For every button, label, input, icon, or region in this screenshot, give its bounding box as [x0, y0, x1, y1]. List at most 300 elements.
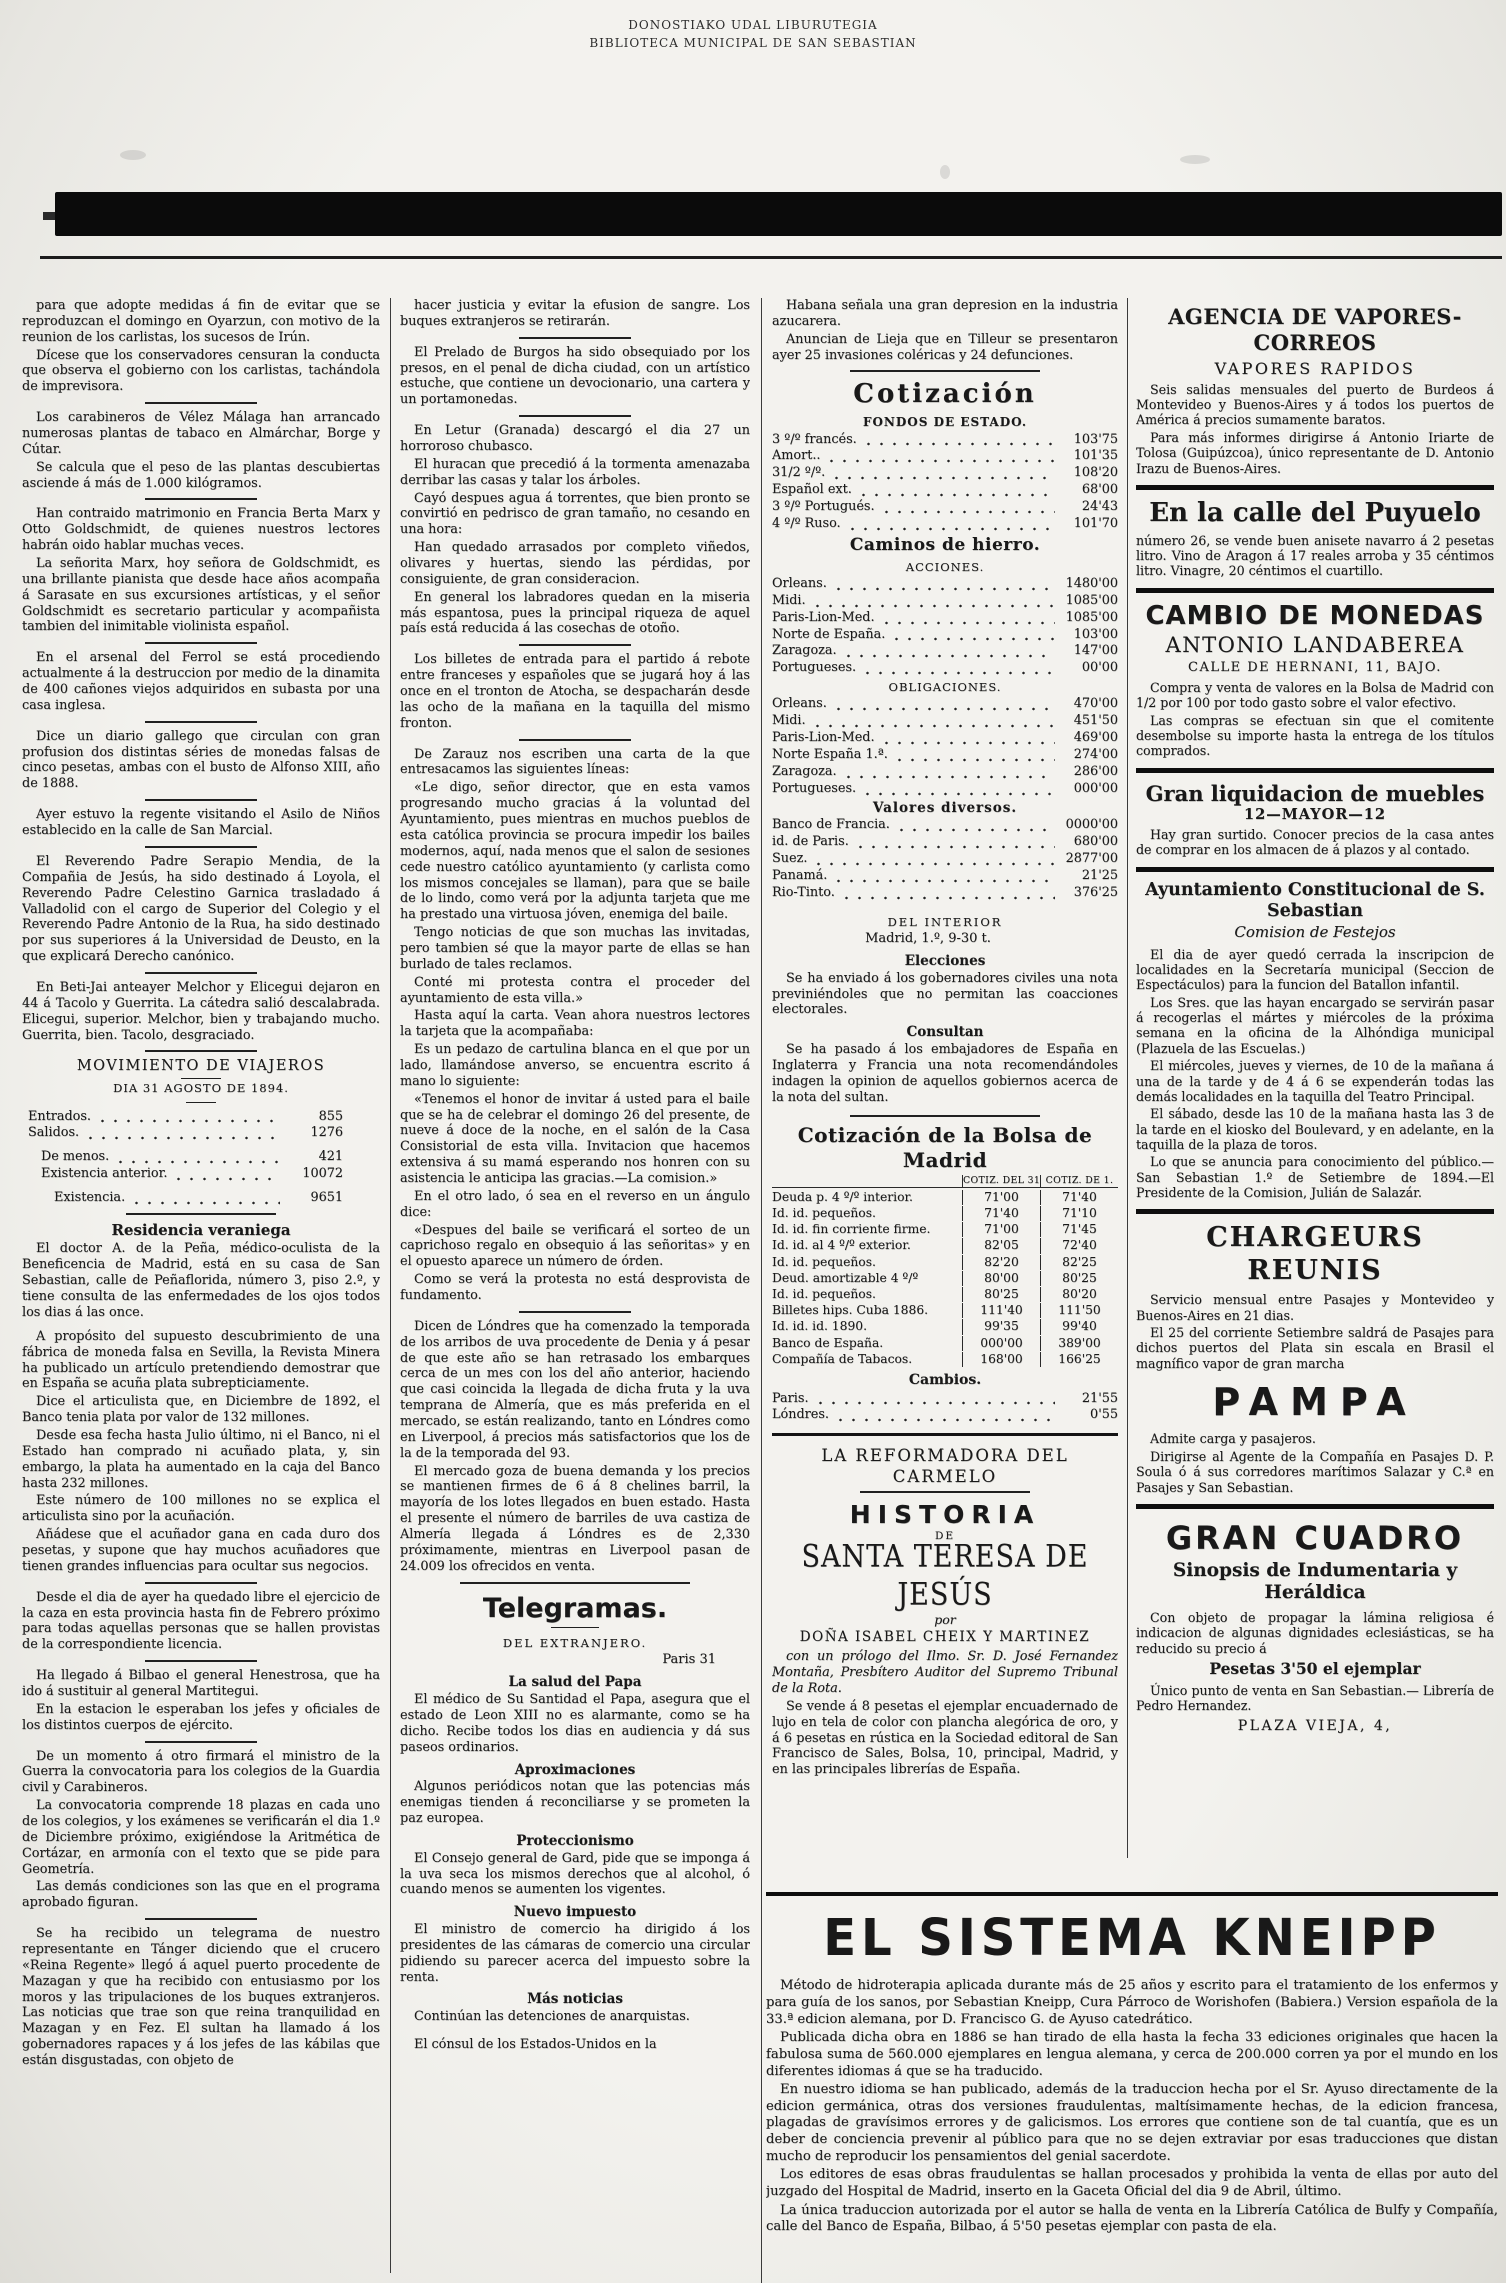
quote-row [772, 764, 1118, 780]
section-separator [145, 1050, 257, 1052]
quote-row [772, 482, 1118, 498]
exchange-label: Deud. amortizable 4 º/º [772, 1270, 919, 1285]
item-separator [145, 1918, 257, 1920]
news-paragraph: Dice el articulista que, en Diciembre de 1892, el Banco tenia plata por valor de 132 millones. [22, 1394, 380, 1426]
dot-leader [812, 860, 1055, 867]
item-separator [145, 642, 257, 644]
railways-heading: Caminos de hierro. [849, 534, 1041, 555]
exchange-row [772, 1319, 1118, 1334]
chargeurs-title: CHARGEURS REUNIS [1206, 1222, 1424, 1287]
news-paragraph: El doctor A. de la Peña, médico-oculista de la Beneficencia de Madrid, está en su casa de San Sebastian, calle de Peñaflorida, número 3, piso 2.º, y tiene consulta de las enfermedades de los ojos todos los dias á las once. [22, 1241, 380, 1320]
interior-dateline: Madrid, 1.º, 9-30 t. [865, 930, 991, 946]
quote-row [772, 817, 1118, 833]
column-1 [22, 298, 380, 2273]
exchange-value-31: 99'35 [962, 1319, 1040, 1334]
row-label: De menos. [41, 1149, 110, 1165]
row-value: 855 [318, 1108, 344, 1124]
news-paragraph: De un momento á otro firmará el ministro de la Guerra la convocatoria para los colegios de la Guardia civil y Carabineros. [22, 1748, 380, 1796]
section-separator [850, 370, 1040, 372]
row-value: 421 [318, 1149, 344, 1165]
news-paragraph: En general los labradores quedan en la miseria más espantosa, pues la principal riqueza de aquel país está reducida á las cosechas de otoño. [400, 589, 750, 637]
telegram-item [400, 1991, 750, 2025]
item-separator [145, 498, 257, 500]
telegram-subheading: La salud del Papa [508, 1674, 642, 1691]
dot-leader [832, 585, 1055, 592]
small-rule [860, 1491, 1030, 1493]
item-separator [519, 739, 631, 741]
news-paragraph: En el otro lado, ó sea en el reverso en un ángulo dice: [400, 1188, 750, 1220]
furniture-address: 12—MAYOR—12 [1244, 806, 1386, 824]
news-paragraph: Se calcula que el peso de las plantas descubiertas asciende á más de 1.000 kilógramos. [22, 459, 380, 491]
dot-leader [114, 1158, 280, 1165]
interior-subheading: Consultan [906, 1024, 984, 1041]
news-paragraph: Han contraido matrimonio en Francia Berta Marx y Otto Goldschmidt, de quienes nuestros lectores habrán oido hablar muchas veces. [22, 506, 380, 554]
exchange-value-1: 71'10 [1040, 1206, 1118, 1221]
quote-value: 0'55 [1090, 1407, 1118, 1423]
news-paragraph: Los carabineros de Vélez Málaga han arrancado numerosas plantas de tabaco en Almárchar, Borge y Cútar. [22, 410, 380, 457]
quote-label: id. de Paris. [772, 834, 849, 850]
quote-value: 1085'00 [1065, 609, 1118, 625]
dot-leader [857, 491, 1055, 498]
exchange-value-31: 168'00 [962, 1352, 1040, 1367]
row-label: Entrados. [28, 1108, 92, 1124]
telegram-item [400, 1904, 750, 1985]
quote-value: 21'25 [1081, 867, 1118, 883]
news-paragraph: El Prelado de Burgos ha sido obsequiado por los presos, en el penal de dicha ciudad, con un artístico estuche, que contiene un devocionario, una cartera y un portamonedas. [400, 344, 750, 408]
dot-leader [811, 602, 1055, 609]
news-paragraph: Desde el dia de ayer ha quedado libre el ejercicio de la caza en esta provincia hasta fin de Febrero próximo para todas aquellas personas que se hallen provistas de la correspondiente licencia. [22, 1589, 380, 1653]
dot-leader [814, 1399, 1055, 1406]
quote-label: Paris-Lion-Med. [772, 730, 875, 746]
dot-leader [854, 843, 1055, 850]
exchange-value-1: 82'25 [1040, 1255, 1118, 1270]
exchange-label: Billetes hips. Cuba 1886. [772, 1303, 929, 1318]
quote-label: 3 º/º Portugués. [772, 498, 875, 514]
quote-value: 470'00 [1073, 696, 1118, 712]
news-paragraph: Como se verá la protesta no está desprovista de fundamento. [400, 1272, 750, 1303]
ad-paragraph: Con objeto de propagar la lámina religiosa é indicacion de algunas dignidades eclesiásticas, se ha reducido su precio á [1136, 1610, 1494, 1656]
quote-label: Orleans. [772, 576, 827, 592]
steamship-agency-title: AGENCIA DE VAPORES-CORREOS [1168, 304, 1462, 355]
news-paragraph: Desde esa fecha hasta Julio último, ni el Banco, ni el Estado han comprado ni acuñado plata, y, sin embargo, la plata ha aumentado en la caja del Banco hasta 232 millones. [22, 1427, 380, 1491]
telegram-body: El médico de Su Santidad el Papa, asegura que el estado de Leon XIII no es alarmante, como se ha dicho. Recibe todos los dias en audiencia y dá sus paseos ordinarios. [400, 1692, 750, 1755]
dot-leader [880, 508, 1055, 515]
quote-row [772, 643, 1118, 659]
plaza-vieja-address: PLAZA VIEJA, 4, [1237, 1717, 1393, 1734]
quote-value: 24'43 [1081, 498, 1118, 514]
quote-label: 31/2 º/º. [772, 465, 826, 481]
quote-label: 4 º/º Ruso. [772, 515, 841, 531]
quote-label: Zaragoza. [772, 763, 837, 779]
column-rule-2 [761, 298, 762, 2283]
quote-row [772, 781, 1118, 797]
small-rule [181, 1078, 221, 1079]
quote-value: 000'00 [1073, 780, 1118, 796]
money-exchange-title: CAMBIO DE MONEDAS [1145, 600, 1485, 631]
news-paragraph: El huracan que precedió á la tormenta amenazaba derribar las casas y talar los árboles. [400, 456, 750, 488]
heraldry-subtitle: Sinopsis de Indumentaria y Heráldica [1172, 1559, 1458, 1604]
news-paragraph: Añádese que el acuñador gana en cada duro dos pesetas, y supone que hay muchos acuñadores que tienen grandes influencias para ocultar sus negocios. [22, 1527, 380, 1574]
news-paragraph: En el arsenal del Ferrol se está procediendo actualmente á la destruccion por medio de la dinamita de 400 cañones viejos adquiridos en subasta por una casa inglesa. [22, 650, 380, 713]
news-paragraph: Anuncian de Lieja que en Tilleur se presentaron ayer 25 invasiones coléricas y 24 defunciones. [772, 331, 1118, 363]
quote-row [772, 696, 1118, 712]
telegram-item [400, 1762, 750, 1827]
quote-value: 103'75 [1073, 431, 1118, 447]
ad-divider [1136, 485, 1494, 490]
item-separator [145, 402, 257, 404]
quote-value: 21'55 [1081, 1390, 1118, 1406]
kneipp-body [766, 1978, 1498, 2235]
telegram-items [400, 1674, 750, 2025]
quote-row [772, 713, 1118, 729]
interior-body: Se ha enviado á los gobernadores civiles una nota previniéndoles que no permitan las coacciones electorales. [772, 970, 1118, 1018]
news-paragraph: Tengo noticias de que son muchas las invitadas, pero tambien sé que la mayor parte de ellas se han burlado de tales reclamos. [400, 925, 750, 972]
misc-securities-heading: Valores diversos. [872, 799, 1018, 816]
misc-securities-list [772, 817, 1118, 900]
column-rule-1 [390, 298, 391, 2273]
quote-row [772, 576, 1118, 592]
exchange-value-1: 99'40 [1040, 1319, 1118, 1334]
telegram-item [400, 1674, 750, 1755]
exchange-value-1: 166'25 [1040, 1352, 1118, 1367]
item-separator [145, 972, 257, 974]
small-rule [186, 1102, 216, 1103]
kneipp-title: EL SISTEMA KNEIPP [823, 1908, 1441, 1968]
news-paragraph: Las demás condiciones son las que en el programa aprobado figuran. [22, 1879, 380, 1911]
quote-value: 1085'00 [1065, 592, 1118, 608]
quote-label: Norte de España. [772, 626, 886, 642]
ad-paragraph: El 25 del corriente Setiembre saldrá de Pasajes para dichos puertos del Plata sin escala en Brasil el magnífico vapor de gran marcha [1136, 1325, 1494, 1371]
interior-subheading: Elecciones [904, 952, 986, 969]
gran-cuadro-title: GRAN CUADRO [1165, 1518, 1465, 1557]
ad-divider [1136, 867, 1494, 872]
quote-row [772, 885, 1118, 901]
exchange-label: Id. id. id. 1890. [772, 1319, 867, 1334]
quote-row [772, 593, 1118, 609]
quote-value: 469'00 [1073, 730, 1118, 746]
ad-divider [1136, 1209, 1494, 1214]
dot-leader [840, 894, 1055, 901]
interior-item [772, 953, 1118, 1018]
small-rule [551, 1627, 599, 1628]
quote-row [772, 834, 1118, 850]
santa-teresa-title: SANTA TERESA DE JESÚS [801, 1539, 1089, 1614]
item-separator [145, 799, 257, 801]
row-label: Existencia anterior. [41, 1166, 168, 1182]
item-separator [145, 1741, 257, 1743]
shares-heading: ACCIONES. [905, 559, 985, 574]
ad-paragraph: Dirigirse al Agente de la Compañía en Pasajes D. P. Soula ó á sus corredores marítimos Salazar y C.ª en Pasajes y San Sebastian. [1136, 1448, 1494, 1495]
bonds-heading: OBLIGACIONES. [888, 680, 1002, 695]
table-row [41, 1166, 343, 1182]
news-paragraph: En Letur (Granada) descargó el dia 27 un horroroso chubasco. [400, 423, 750, 455]
news-paragraph: Han quedado arrasados por completo viñedos, olivares y huertas, siendo las pérdidas, por consiguiente, de gran consideracion. [400, 540, 750, 587]
travellers-heading: MOVIMIENTO DE VIAJEROS [76, 1058, 326, 1075]
fx-heading: Cambios. [908, 1372, 982, 1389]
ad-paragraph: Las compras se efectuan sin que el comitente desembolse su importe hasta la entrega de los títulos comprados. [1136, 712, 1494, 759]
dot-leader [862, 440, 1055, 447]
bonds-list [772, 696, 1118, 796]
quote-value: 103'00 [1073, 626, 1118, 642]
item-separator [519, 415, 631, 417]
quote-row [772, 660, 1118, 676]
exchange-row [772, 1271, 1118, 1286]
scan-smudge [120, 150, 146, 160]
exchange-row [772, 1336, 1118, 1351]
exchange-row [772, 1190, 1118, 1205]
kneipp-paragraph: Método de hidroterapia aplicada durante más de 25 años y escrito para el tratamiento de los enfermos y para guía de los sanos, por Sebastian Kneipp, Cura Párroco de Worishofen (Babiera.) Version española de la 33.ª edicion alemana, por D. Francisco G. de Ayuso catedrático. [766, 1978, 1498, 2027]
ad-divider [1136, 1504, 1494, 1509]
furniture-ad-title: Gran liquidacion de muebles [1145, 780, 1485, 806]
telegram-body: El ministro de comercio ha dirigido á los presidentes de las cámaras de comercio una circular pidiendo su parecer acerca del impuesto sobre la renta. [400, 1921, 750, 1985]
column-4-ads [1136, 298, 1494, 1858]
library-stamp [0, 16, 1506, 52]
dot-leader [832, 705, 1055, 712]
news-paragraph: En la estacion le esperaban los jefes y oficiales de los distintos cuerpos de ejército. [22, 1701, 380, 1733]
kneipp-paragraph: En nuestro idioma se han publicado, además de la traduccion hecha por el Sr. Ayuso directamente de la edicion germánica, otras dos versiones fraudulentas, maltísimamente hechas, de la edicion francesa, plagadas de gravísimos errores y de galicismos. Los errores que contiene son de tal cuantía, que es un deber de conciencia prevenir al público para que no se dejen extraviar por esas traducciones que distan mucho de reproducir los pensamientos del genial sacerdote. [766, 2082, 1498, 2164]
exchange-row [772, 1206, 1118, 1221]
news-paragraph: Este número de 100 millones no se explica el articulista sino por la acuñación. [22, 1493, 380, 1525]
column-3 [772, 298, 1118, 1883]
dot-leader [825, 457, 1055, 464]
exchange-value-1: 389'00 [1040, 1336, 1118, 1351]
exchange-row [772, 1303, 1118, 1318]
column-2 [400, 298, 750, 2273]
quote-label: Rio-Tinto. [772, 884, 835, 900]
news-paragraph: La señorita Marx, hoy señora de Goldschmidt, es una brillante pianista que desde hace años acompaña á Sarasate en sus excursiones artísticas, y el señor Goldschmidt es secretario particular y acompañista tambien del inimitable violinista español. [22, 556, 380, 635]
telegrams-rule [460, 1582, 690, 1584]
quote-label: Paris. [772, 1390, 809, 1406]
quote-value: 451'50 [1073, 713, 1118, 729]
telegram-subheading: Aproximaciones [514, 1761, 636, 1778]
exchange-value-31: 111'40 [962, 1303, 1040, 1318]
town-hall-title: Ayuntamiento Constitucional de S. Sebastian [1145, 879, 1485, 922]
stamp-line-spanish: BIBLIOTECA MUNICIPAL DE SAN SEBASTIAN [589, 36, 917, 50]
kneipp-paragraph: Los editores de esas obras fraudulentas se hallan procesados y prohibida la venta de ellas por auto del juzgado del Hospital de Madrid, inserto en la Gaceta Oficial del dia 9 de Abril, último. [766, 2167, 1498, 2199]
ad-divider [1136, 588, 1494, 593]
scan-smudge [1180, 155, 1210, 164]
exchange-row [772, 1238, 1118, 1253]
ad-paragraph: número 26, se vende buen anisete navarro á 2 pesetas litro. Vino de Aragon á 17 reales arroba y 35 céntimos litro. Vinagre, 20 céntimos el cuartillo. [1136, 532, 1494, 579]
exchange-value-1: 71'40 [1040, 1190, 1118, 1205]
ad-paragraph: Para más informes dirigirse á Antonio Iriarte de Tolosa (Guipúzcoa), único representante de D. Antonio Irazu de Buenos-Aires. [1136, 429, 1494, 476]
stamp-line-basque: DONOSTIAKO UDAL LIBURUTEGIA [628, 18, 878, 32]
ad-paragraph: Único punto de venta en San Sebastian.— Librería de Pedro Hernandez. [1136, 1683, 1494, 1714]
quote-value: 1480'00 [1065, 576, 1118, 592]
byline-por: por [934, 1612, 956, 1628]
row-value: 10072 [302, 1166, 344, 1182]
rapid-steamers-subtitle: VAPORES RAPIDOS [1214, 359, 1416, 379]
quote-row [772, 1407, 1118, 1423]
item-separator [145, 721, 257, 723]
dot-leader [84, 1134, 280, 1141]
quotation-heading: Cotización [853, 379, 1037, 410]
exchange-value-31: 71'00 [962, 1190, 1040, 1205]
quote-row [772, 432, 1118, 448]
price-line: Pesetas 3'50 el ejemplar [1209, 1659, 1421, 1679]
table-row [28, 1125, 343, 1141]
telegram-item [400, 1833, 750, 1898]
quote-row [772, 730, 1118, 746]
dot-leader [834, 1416, 1055, 1423]
quote-row [772, 868, 1118, 884]
telegrams-heading: Telegramas. [482, 1592, 668, 1624]
exchange-table [772, 1190, 1118, 1368]
dot-leader [880, 739, 1055, 746]
quote-label: Portugueses. [772, 660, 857, 676]
masthead-ink-band [55, 192, 1502, 236]
quote-value: 00'00 [1081, 660, 1118, 676]
travellers-table [28, 1109, 343, 1206]
exchange-row [772, 1352, 1118, 1367]
news-paragraph: Cayó despues agua á torrentes, que bien pronto se convirtió en pedrisco de gran tamaño, no cesando en una hora: [400, 490, 750, 538]
news-paragraph: De Zarauz nos escriben una carta de la que entresacamos las siguientes líneas: [400, 746, 750, 778]
quote-row [772, 627, 1118, 643]
exchange-label: Compañía de Tabacos. [772, 1351, 913, 1366]
dot-leader [893, 756, 1055, 763]
kneipp-paragraph: Publicada dicha obra en 1886 se han tirado de ella hasta la fecha 33 ediciones originales que hacen la fabulosa suma de 560.000 ejemplares en lengua alemana, y cerca de 200.000 corren ya por el mundo en los diferentes idiomas á que se ha traducido. [766, 2030, 1498, 2079]
news-paragraph: La convocatoria comprende 18 plazas en cada uno de los colegios, y los exámenes se verificarán el dia 1.º de Diciembre próximo, exigiéndose la Aritmética de Cortázar, en armonía con el texto que se pide para Geometría. [22, 1798, 380, 1877]
dot-leader [842, 652, 1055, 659]
dot-leader [890, 635, 1055, 642]
quote-row [772, 747, 1118, 763]
exchange-value-31: 71'40 [962, 1206, 1040, 1221]
exchange-value-31: 82'05 [962, 1238, 1040, 1253]
ad-paragraph: Hay gran surtido. Conocer precios de la casa antes de comprar en los almacen de á plazos y al contado. [1136, 826, 1494, 858]
news-paragraph: hacer justicia y evitar la efusion de sangre. Los buques extranjeros se retirarán. [400, 298, 750, 329]
summer-residence-heading: Residencia veraniega [111, 1220, 291, 1239]
historia-title: HISTORIA [849, 1500, 1041, 1530]
quote-label: Midi. [772, 592, 806, 608]
madrid-exchange-heading: Cotización de la Bolsa de Madrid [797, 1123, 1093, 1173]
dot-leader [895, 826, 1055, 833]
exchange-value-1: 80'25 [1040, 1271, 1118, 1286]
fx-list [772, 1391, 1118, 1424]
town-hall-notice [1136, 947, 1494, 1201]
row-value: 9651 [310, 1190, 344, 1206]
kneipp-paragraph: La única traduccion autorizada por el autor se halla de venta en la Librería Católica de Bulfy y Compañía, calle del Banco de España, Bilbao, á 5'50 pesetas ejemplar con pasta de ela. [766, 2202, 1498, 2235]
notice-paragraph: Lo que se anuncia para conocimiento del público.—San Sebastian 1.º de Setiembre de 1894.—El Presidente de la Comision, Julián de Salazár. [1136, 1154, 1494, 1201]
notice-paragraph: El miércoles, jueves y viernes, de 10 de la mañana á una de la tarde y de 4 á 6 se expenderán todas las demás localidades en la taquilla del Teatro Principal. [1136, 1058, 1494, 1104]
item-separator [145, 1582, 257, 1584]
item-separator [519, 644, 631, 646]
telegrams-kicker: DEL EXTRANJERO. [502, 1636, 648, 1651]
quote-label: Zaragoza. [772, 643, 837, 659]
ad-divider [1136, 768, 1494, 773]
quote-value: 108'20 [1073, 465, 1118, 481]
item-separator [145, 846, 257, 848]
exchange-agent-name: ANTONIO LANDABEREA [1165, 633, 1465, 658]
historia-de: DE [934, 1530, 956, 1543]
telegram-body: El Consejo general de Gard, pide que se imponga á la uva seca los mismos derechos que al alcohol, ó cuando menos se aumenten los vigentes. [400, 1850, 750, 1898]
news-paragraph: «Despues del baile se verificará el sorteo de un caprichoso regalo en obsequio á las señoritas» y en el opuesto aparece un número de órden. [400, 1222, 750, 1270]
exchange-address: CALLE DE HERNANI, 11, BAJO. [1188, 660, 1442, 676]
exchange-label: Banco de España. [772, 1335, 884, 1350]
quote-row [772, 1391, 1118, 1407]
notice-paragraph: El sábado, desde las 10 de la mañana hasta las 3 de la tarde en el kiosko del Boulevard, y en adelante, en la taquilla de la plaza de toros. [1136, 1106, 1494, 1152]
quote-row [772, 499, 1118, 515]
quote-value: 0000'00 [1065, 817, 1118, 833]
quote-label: 3 º/º francés. [772, 431, 857, 447]
quote-value: 101'35 [1073, 448, 1118, 464]
news-paragraph: «Tenemos el honor de invitar á usted para el baile que se ha de celebrar el domingo 26 del presente, de nueve á doce de la noche, en el salón de la Casa Consistorial de esta villa. Invitacion que hacemos extensiva á su mamá esperando nos honren con su asistencia le anticipa las gracias.—La comision.» [400, 1091, 750, 1186]
item-separator [519, 337, 631, 339]
column-rule-3 [1127, 298, 1128, 1858]
ad-paragraph: Compra y venta de valores en la Bolsa de Madrid con 1/2 por 100 por todo gasto sobre el valor efectivo. [1136, 679, 1494, 711]
ad-rule [772, 1433, 1118, 1436]
carmelo-kicker: LA REFORMADORA DEL CARMELO [821, 1446, 1069, 1486]
dot-leader [861, 669, 1055, 676]
ad-paragraph: Seis salidas mensuales del puerto de Burdeos á Montevideo y Buenos-Aires y á todos los puertos de América á precios sumamente baratos. [1136, 381, 1494, 428]
quote-row [772, 851, 1118, 867]
scan-smudge [940, 165, 950, 179]
exchange-row [772, 1222, 1118, 1237]
state-funds-list [772, 432, 1118, 532]
exchange-value-1: 80'20 [1040, 1287, 1118, 1302]
item-separator [519, 1311, 631, 1313]
telegram-body: Continúan las detenciones de anarquistas. [414, 2009, 690, 2025]
news-paragraph: Dícese que los conservadores censuran la conducta que observa el gobierno con los carlistas, tachándola de imprevisora. [22, 347, 380, 395]
dot-leader [880, 619, 1055, 626]
header-col-1: COTIZ. DE 1. [1040, 1175, 1118, 1187]
telegrams-dateline: Paris 31 [662, 1652, 716, 1668]
author-name: DOÑA ISABEL CHEIX Y MARTINEZ [799, 1628, 1091, 1645]
row-value: 1276 [310, 1125, 344, 1141]
header-col-31: COTIZ. DEL 31 [963, 1175, 1040, 1187]
exchange-label: Id. id. pequeños. [772, 1205, 876, 1220]
exchange-value-31: 000'00 [962, 1336, 1040, 1351]
quote-value: 101'70 [1073, 515, 1118, 531]
quote-value: 274'00 [1073, 747, 1118, 763]
quote-value: 286'00 [1073, 763, 1118, 779]
exchange-label: Id. id. pequeños. [772, 1286, 876, 1301]
quote-value: 376'25 [1073, 884, 1118, 900]
section-separator [850, 1115, 1040, 1117]
quote-row [772, 610, 1118, 626]
news-paragraph: Dicen de Lóndres que ha comenzado la temporada de los arribos de uva procedente de Denia y á pesar de que este año se han retrasado los embarques cerca de un mes con los del año anterior, haciendo que casi coincida la llegada de dicha fruta y la uva temprana de Almería, que es más preferida en el mercado, se están realizando, tanto en Lóndres como en Liverpool, á precios más satisfactorios que los de la de la temporada del 93. [400, 1318, 750, 1461]
dot-leader [130, 1199, 280, 1206]
festivities-committee-subtitle: Comision de Festejos [1234, 923, 1396, 942]
dot-leader [861, 790, 1055, 797]
news-paragraph: Ayer estuvo la regente visitando el Asilo de Niños establecido en la calle de San Marcial. [22, 807, 380, 839]
interior-item [772, 1024, 1118, 1105]
dot-leader [832, 877, 1055, 884]
quote-label: Suez. [772, 851, 808, 867]
exchange-value-1: 72'40 [1040, 1238, 1118, 1253]
news-paragraph: El Reverendo Padre Serapio Mendia, de la Compañia de Jesús, ha sido destinado á Loyola, el Reverendo Padre Celestino Garnica trasladado á Valladolid con el cargo de Superior del Colegio y el Reverendo Padre Antonio de la Rua, ha sido destinado por sus superiores á la Universidad de Deusto, en la que explicará Derecho canónico. [22, 853, 380, 965]
masthead-rule [40, 256, 1502, 259]
quote-label: Español ext. [772, 482, 852, 498]
telegram-continuation: El cónsul de los Estados-Unidos en la [414, 2036, 657, 2052]
exchange-label: Id. id. al 4 º/º exterior. [772, 1238, 911, 1253]
quote-label: Paris-Lion-Med. [772, 609, 875, 625]
exchange-label: Id. id. pequeños. [772, 1254, 876, 1269]
news-paragraph: Es un pedazo de cartulina blanca en el que por un lado, llamándose anverso, se encuentra escrito á mano lo siguiente: [400, 1042, 750, 1089]
quote-row [772, 465, 1118, 481]
quote-row [772, 448, 1118, 464]
state-funds-heading: FONDOS DE ESTADO. [862, 414, 1028, 429]
news-paragraph: Los billetes de entrada para el partido á rebote entre franceses y españoles que se jugará hoy á las once en el tronton de Atocha, se despacharán desde las ocho de la mañana en la taquilla del mismo fronton. [400, 652, 750, 731]
news-paragraph: «Le digo, señor director, que en esta vamos progresando mucho gracias á la voluntad del Ayuntamiento, pues mientras en muchos pueblos de esta católica provincia se procura impedir los bailes modernos, aquí, nada menos que el salon de sesiones cede nuestro católico ayuntamiento (y carlista como los mismos concejales se llaman), para que se baile de lo lindo, como verá por la adjunta tarjeta que me ha prestado una virtuosa jóven, enemiga del baile. [400, 780, 750, 923]
telegram-subheading: Más noticias [527, 1991, 623, 2008]
exchange-value-1: 111'50 [1040, 1303, 1118, 1318]
news-paragraph: Conté mi protesta contra el proceder del ayuntamiento de esta villa.» [400, 974, 750, 1006]
section-separator [126, 1213, 276, 1215]
dot-leader [846, 525, 1055, 532]
kneipp-ad-section [766, 1892, 1498, 2275]
news-paragraph: Se ha recibido un telegrama de nuestro representante en Tánger diciendo que el crucero «Reina Regente» llegó á aquel puerto procedente de Mazagan y que ha recibido con entusiasmo por los moros y las tripulaciones de los buques extranjeros. Las noticias que trae son que reina tranquilidad en Mazagan y en Fez. El sultan ha llamado á los gobernadores rapaces y á los jefes de las kábilas que están disgustadas, con objeto de [22, 1926, 380, 2069]
news-paragraph: El mercado goza de buena demanda y los precios se mantienen firmes de 6 á 8 chelines barril, la mayoría de los lotes llegados en buen estado. Hasta el presente el número de barriles de uva castiza de Almería llegada á Lóndres es de 2,330 próximamente, mientras en Liverpool pasan de 24.009 los ofrecidos en venta. [400, 1463, 750, 1574]
